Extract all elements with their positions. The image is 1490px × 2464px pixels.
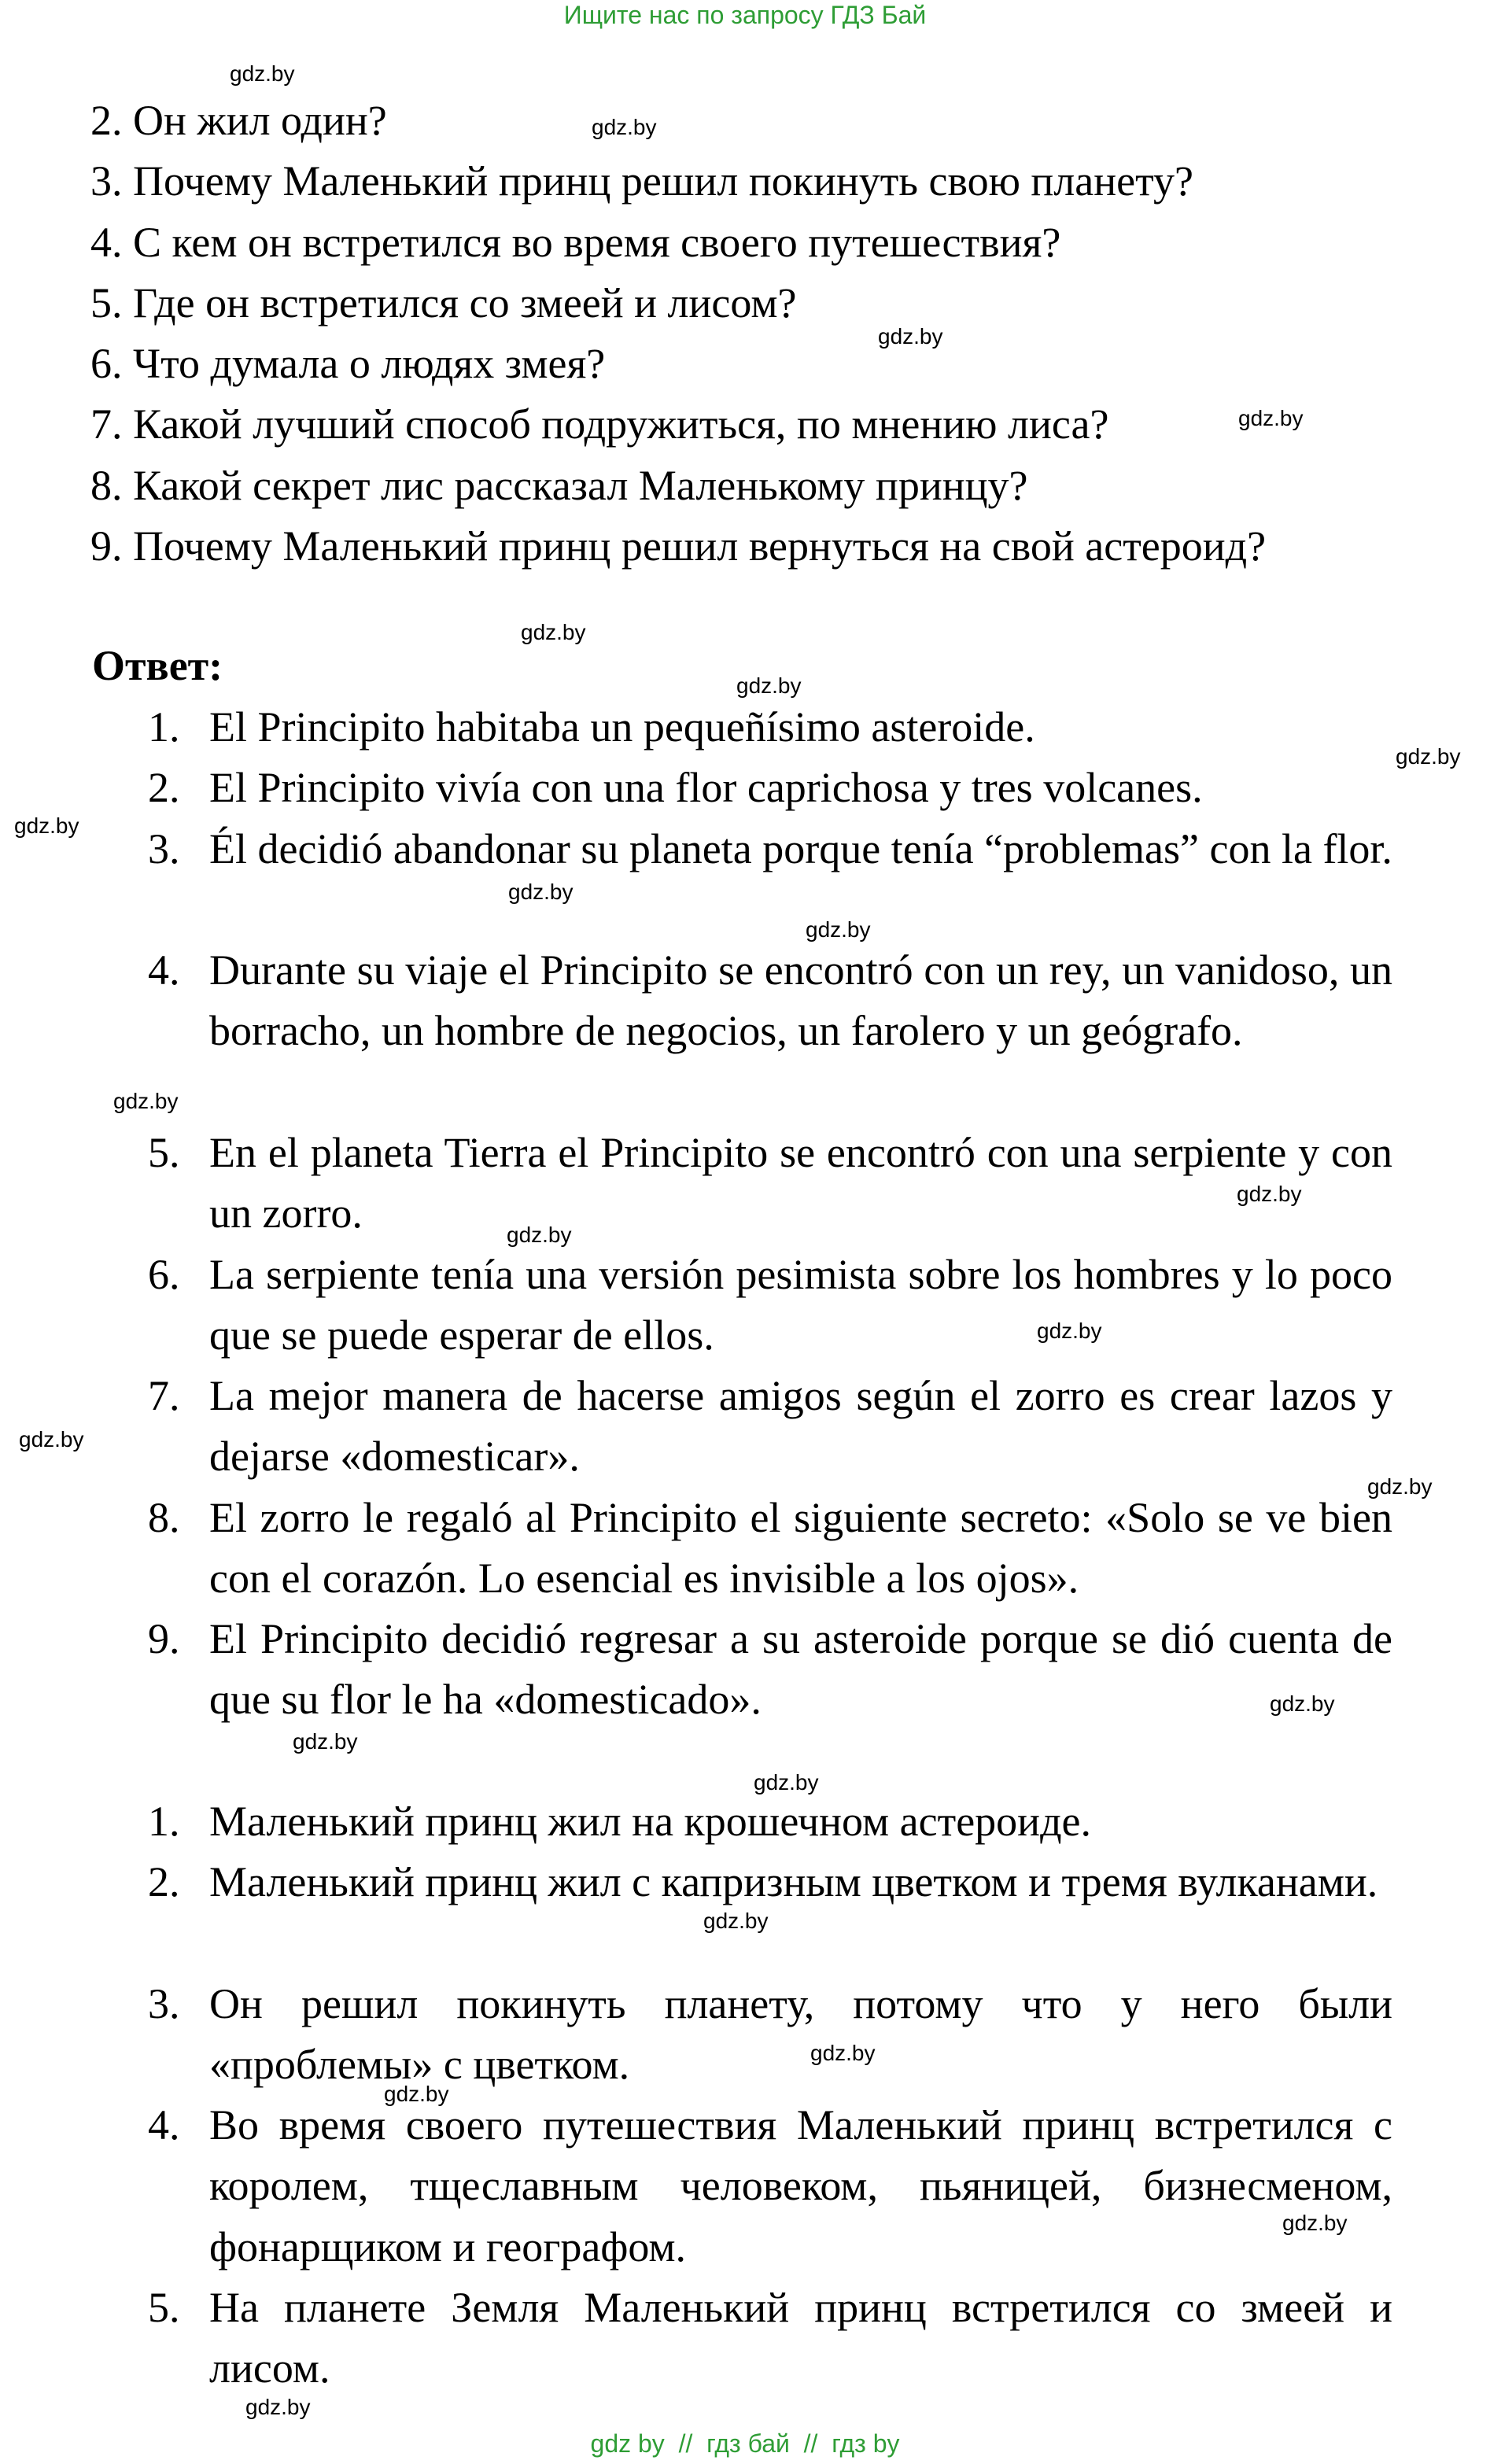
- answer-number: 5.: [148, 1129, 180, 1176]
- answer-number: 1.: [148, 703, 180, 751]
- footer-link[interactable]: гдз by: [832, 2429, 900, 2458]
- watermark: gdz.by: [507, 1223, 572, 1247]
- watermark: gdz.by: [384, 2082, 449, 2106]
- answer-text: La mejor manera de hacerse amigos según el zorro es crear lazos y dejarse «domesticar».: [209, 1372, 1392, 1481]
- answer-number: 2.: [148, 1858, 180, 1905]
- watermark: gdz.by: [810, 2041, 876, 2065]
- answer-number: 7.: [148, 1372, 180, 1419]
- watermark: gdz.by: [736, 673, 802, 698]
- answer-text: Он решил покинуть планету, потому что у него были «проблемы» с цветком.: [209, 1980, 1392, 2089]
- answer-text: El Principito vivía con una flor caprichosa y tres volcanes.: [209, 764, 1203, 811]
- answer-number: 9.: [148, 1615, 180, 1662]
- answer-number: 1.: [148, 1798, 180, 1845]
- question-item: 4. С кем он встретился во время своего путешествия?: [90, 218, 1061, 266]
- watermark: gdz.by: [878, 324, 943, 349]
- answer-text: Él decidió abandonar su planeta porque tenía “problemas” con la flor.: [209, 825, 1392, 872]
- watermark: gdz.by: [245, 2395, 311, 2419]
- answer-text: El Principito decidió regresar a su asteroide porque se dió cuenta de que su flor le ha «domesticado».: [209, 1615, 1392, 1724]
- watermark: gdz.by: [521, 620, 586, 644]
- footer-link[interactable]: гдз бай: [706, 2429, 790, 2458]
- answer-text: На планете Земля Маленький принц встретился со змеей и лисом.: [209, 2284, 1392, 2392]
- watermark: gdz.by: [1238, 406, 1304, 430]
- watermark: gdz.by: [113, 1089, 179, 1113]
- watermark: gdz.by: [703, 1909, 769, 1933]
- answer-number: 2.: [148, 764, 180, 811]
- question-list: [90, 90, 1266, 577]
- answer-number: 4.: [148, 2101, 180, 2149]
- question-item: 9. Почему Маленький принц решил вернуться на свой астероид?: [90, 522, 1267, 570]
- answer-number: 8.: [148, 1494, 180, 1541]
- question-item: 8. Какой секрет лис рассказал Маленькому принцу?: [90, 461, 1028, 509]
- watermark: gdz.by: [1367, 1474, 1433, 1499]
- answer-number: 3.: [148, 1980, 180, 2027]
- watermark: gdz.by: [19, 1427, 84, 1451]
- answer-text: El zorro le regaló al Principito el siguiente secreto: «Solo se ve bien con el corazón. Lo esencial es invisible a los ojos».: [209, 1494, 1392, 1603]
- footer-separator: //: [803, 2429, 818, 2458]
- answer-number: 6.: [148, 1251, 180, 1298]
- watermark: gdz.by: [1237, 1182, 1302, 1206]
- watermark: gdz.by: [230, 61, 295, 86]
- watermark: gdz.by: [1396, 744, 1461, 769]
- answer-text: Маленький принц жил с капризным цветком и тремя вулканами.: [209, 1858, 1378, 1905]
- question-item: 3. Почему Маленький принц решил покинуть свою планету?: [90, 157, 1193, 205]
- watermark: gdz.by: [754, 1770, 819, 1795]
- question-item: 5. Где он встретился со змеей и лисом?: [90, 278, 797, 326]
- watermark: gdz.by: [1270, 1691, 1335, 1716]
- footer-separator: //: [678, 2429, 693, 2458]
- answer-text: La serpiente tenía una versión pesimista sobre los hombres y lo poco que se puede esperar de ellos.: [209, 1251, 1392, 1359]
- watermark: gdz.by: [1282, 2211, 1348, 2235]
- watermark: gdz.by: [1037, 1319, 1102, 1343]
- answer-text: En el planeta Tierra el Principito se encontró con una serpiente y con un zorro.: [209, 1129, 1392, 1238]
- answer-text: Durante su viaje el Principito se encontró con un rey, un vanidoso, un borracho, un hombre de negocios, un farolero y un geógrafo.: [209, 946, 1392, 1055]
- bottom-banner: [0, 2428, 1490, 2459]
- answer-text: Во время своего путешествия Маленький принц встретился с королем, тщеславным человеком, пьяницей, бизнесменом, фонарщиком и географом.: [209, 2101, 1392, 2270]
- watermark: gdz.by: [508, 880, 574, 904]
- question-item: 6. Что думала о людях змея?: [90, 340, 606, 388]
- question-item: 7. Какой лучший способ подружиться, по мнению лиса?: [90, 400, 1109, 448]
- footer-link[interactable]: gdz by: [590, 2429, 665, 2458]
- watermark: gdz.by: [592, 115, 657, 139]
- watermark: gdz.by: [806, 917, 871, 942]
- answer-number: 3.: [148, 825, 180, 872]
- answer-text: Маленький принц жил на крошечном астероиде.: [209, 1798, 1092, 1845]
- answer-number: 5.: [148, 2284, 180, 2331]
- top-banner: Ищите нас по запросу ГДЗ Бай: [563, 1, 927, 29]
- answer-number: 4.: [148, 946, 180, 994]
- answer-heading: Ответ:: [92, 642, 223, 689]
- watermark: gdz.by: [293, 1729, 358, 1754]
- question-item: 2. Он жил один?: [90, 97, 387, 144]
- watermark: gdz.by: [14, 813, 79, 838]
- answer-text: El Principito habitaba un pequeñísimo asteroide.: [209, 703, 1035, 751]
